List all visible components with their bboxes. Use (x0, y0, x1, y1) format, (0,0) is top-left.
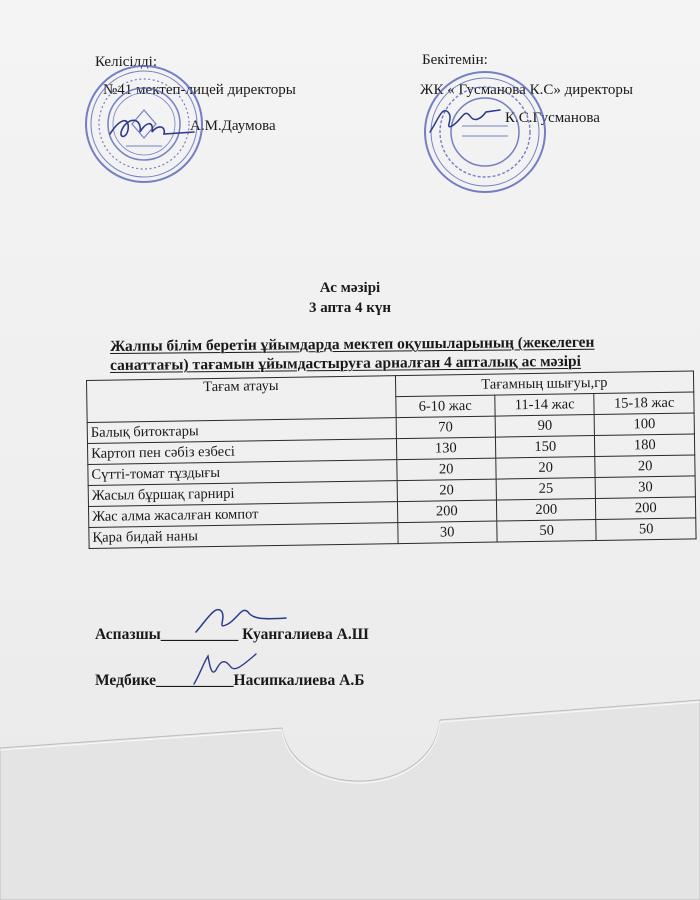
header-left-approved-label: Келісілді: (95, 54, 158, 70)
portion-value: 200 (596, 497, 696, 520)
portion-value: 70 (396, 416, 496, 439)
portion-value: 90 (495, 415, 595, 438)
header-right-name: К.С.Гусманова (505, 110, 600, 126)
portion-value: 200 (397, 500, 497, 523)
dish-name: Сүтті-томат тұздығы (88, 460, 397, 486)
header-age-6-10: 6-10 жас (395, 395, 495, 418)
portion-value: 200 (496, 499, 596, 522)
header-age-11-14: 11-14 жас (495, 394, 595, 417)
menu-table (86, 370, 697, 549)
dish-name: Картоп пен сәбіз езбесі (87, 439, 396, 465)
header-age-15-18: 15-18 жас (594, 392, 694, 415)
header-portion-group: Тағамның шығуы,гр (395, 371, 694, 397)
portion-value: 100 (595, 413, 695, 436)
portion-value: 20 (595, 455, 695, 478)
cook-name: Куангалиева А.Ш (242, 626, 369, 643)
header-right-approved-label: Бекітемін: (422, 52, 488, 68)
menu-title: Ас мәзірі (319, 280, 381, 296)
portion-value: 20 (397, 479, 497, 502)
portion-value: 30 (397, 521, 497, 544)
header-dish-name: Тағам атауы (87, 376, 396, 423)
director-signature-right (424, 100, 504, 140)
menu-description-line-2: санаттағы) тағамын ұйымдастыруға арналған 4 апталық ас мәзірі (110, 352, 582, 374)
header-left-position: №41 мектеп-лицей директоры (103, 82, 296, 98)
portion-value: 150 (495, 436, 595, 459)
medic-label: Медбике (95, 672, 157, 689)
header-right-position: ЖК « Гусманова К.С» директоры (420, 82, 633, 98)
medic-name: Насипкалиева А.Б (233, 672, 365, 689)
cook-underline: __________ (160, 626, 243, 643)
dish-name: Балық битоктары (87, 418, 396, 444)
dish-name: Жас алма жасалған компот (88, 502, 397, 528)
portion-value: 50 (497, 520, 597, 543)
dish-name: Қара бидай наны (89, 523, 398, 549)
portion-value: 20 (496, 457, 596, 480)
cook-label: Аспазшы (95, 626, 161, 643)
portion-value: 180 (595, 434, 695, 457)
cook-signature (190, 598, 290, 640)
medic-underline: __________ (156, 672, 234, 689)
portion-value: 130 (396, 437, 496, 460)
dish-name: Жасыл бұршақ гарнирі (88, 481, 397, 507)
medic-signature (190, 648, 260, 688)
portion-value: 20 (396, 458, 496, 481)
director-signature-left (106, 108, 198, 144)
portion-value: 30 (596, 476, 696, 499)
header-left-name: А.М.Даумова (190, 118, 276, 134)
portion-value: 25 (496, 478, 596, 501)
menu-description-line-1: Жалпы білім беретін ұйымдарда мектеп оқушыларының (жекелеген (110, 333, 595, 355)
portion-value: 50 (596, 518, 696, 541)
menu-subtitle: 3 апта 4 күн (308, 300, 392, 316)
